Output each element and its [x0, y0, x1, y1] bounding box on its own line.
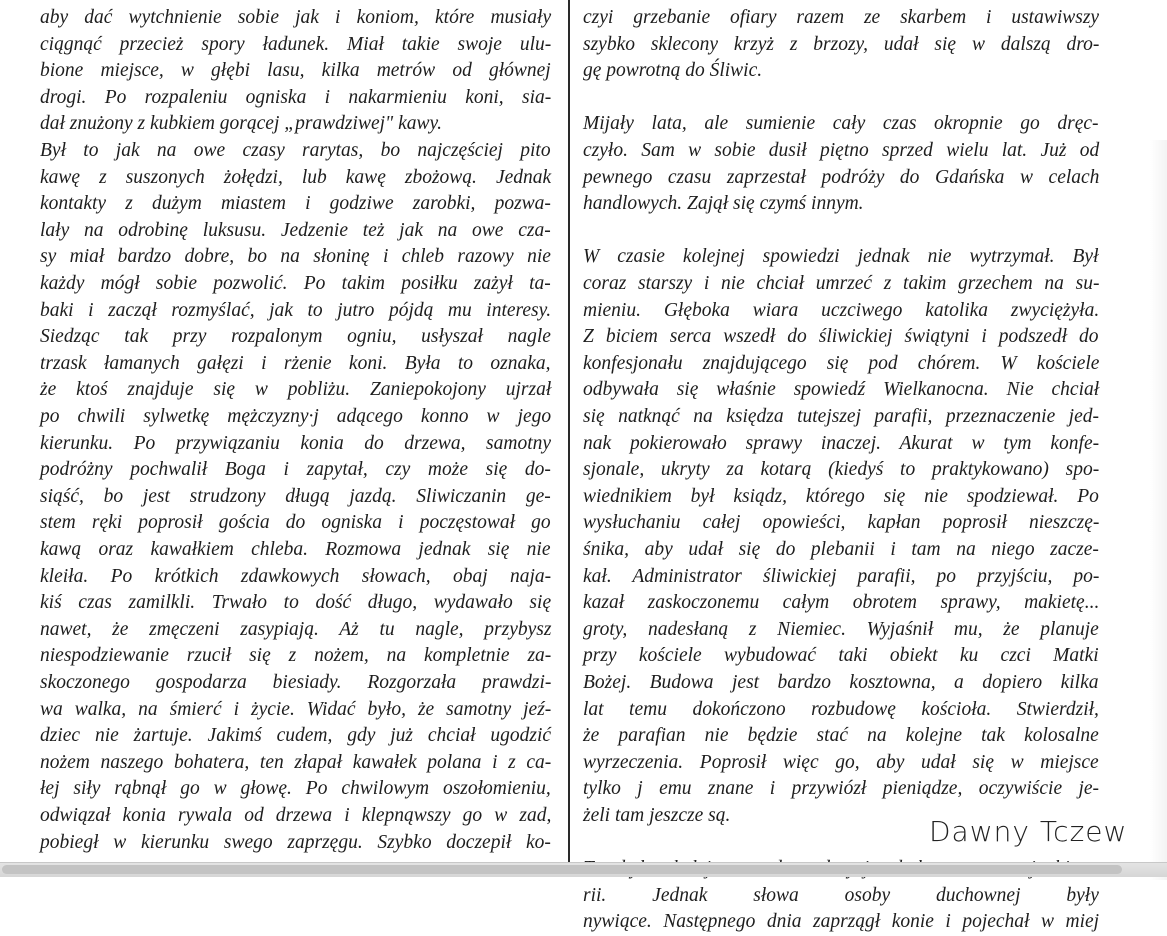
text-line: żeli tam jeszcze są. — [583, 805, 731, 826]
text-line: nywiące. Następnego dnia zaprzągł konie i pojechał w miej — [583, 911, 1100, 933]
text-line: drogi. Po rozpaleniu ogniska i nakarmieniu koni, sia- — [40, 86, 552, 108]
text-line: rii. Jednak słowa osoby duchownej były — [583, 884, 1099, 906]
text-line: kiś czas zamilkli. Trwało to dość długo, wydawało się — [40, 592, 552, 614]
text-line: łej siły rąbnął go w głowę. Po chwilowym oszołomieniu, — [40, 778, 551, 800]
text-line: wiednikiem był ksiądz, którego się nie spodziewał. Po — [583, 485, 1099, 507]
text-line: Był to jak na owe czasy rarytas, bo najczęściej pito — [40, 140, 551, 161]
text-line: skoczonego gospodarza biesiady. Rozgorzała prawdzi- — [40, 672, 552, 693]
column-divider — [568, 0, 570, 862]
text-line: nożem naszego bohatera, ten złapał kawałek polana i z ca- — [40, 751, 552, 773]
text-line: stem ręki poprosił gościa do ogniska i poczęstował go — [40, 512, 551, 534]
text-line: nawet, że zmęczeni zasypiają. Aż tu nagle, przybysz — [40, 618, 552, 640]
horizontal-scrollbar[interactable] — [0, 862, 1167, 877]
text-line: niespodziewanie rzucił się z nożem, na kompletnie za- — [40, 645, 552, 667]
text-line: szybko sklecony krzyż z brzozy, udał się w dalszą dro- — [583, 33, 1100, 55]
text-line: mieniu. Głęboka wiara uczciwego katolika zwyciężyła. — [583, 299, 1100, 321]
text-line: ciągnąć przecież spory ładunek. Miał takie swoje ulu- — [40, 33, 552, 55]
text-line: wa walka, na śmierć i życie. Widać było, że samotny jeź- — [40, 698, 552, 720]
text-line: przy kościele wybudować taki obiekt ku czci Matki — [583, 645, 1099, 667]
text-line: wyrzeczenia. Poprosił więc go, aby udał się w miejsce — [583, 751, 1099, 773]
text-line: gę powrotną do Śliwic. — [583, 60, 763, 82]
text-line: siąść, bo jest strudzony długą jazdą. Sliwiczanin ge- — [40, 485, 551, 507]
text-line: odbywała się właśnie spowiedź Wielkanocna. Nie chciał — [583, 379, 1100, 401]
text-line: podróżny pochwalił Boga i zapytał, czy może się do- — [40, 459, 551, 481]
text-line: śnika, aby udał się do plebanii i tam na niego zacze- — [583, 539, 1099, 560]
text-line: sjonale, ukryty za kotarą (kiedyś to praktykowano) spo- — [583, 459, 1100, 481]
text-line: nak pokierowało sprawy inaczej. Akurat w tym konfe- — [583, 432, 1100, 454]
text-line: że ktoś znajduje się w pobliżu. Zaniepokojony ujrzał — [40, 379, 552, 401]
text-line: handlowych. Zajął się czymś innym. — [583, 193, 864, 215]
text-line: kierunku. Po przywiązaniu konia do drzewa, samotny — [40, 432, 552, 454]
text-line: kontakty z dużym miastem i godziwe zarobki, pozwa- — [40, 193, 551, 215]
text-line: się natknąć na księdza tutejszej parafii, przeznaczenie jed- — [583, 406, 1100, 427]
text-line: trzask łamanych gałęzi i rżenie koni. Była to oznaka, — [40, 352, 551, 374]
text-line: Bożej. Budowa jest bardzo kosztowna, a dopiero kilka — [583, 672, 1099, 693]
text-line: pewnego czasu zaprzestał podróży do Gdańska w celach — [583, 166, 1100, 188]
scrollbar-thumb[interactable] — [2, 865, 1122, 874]
text-line: baki i zaczął rozmyślać, jak to jutro pójdą mu interesy. — [40, 299, 552, 321]
text-line: dał znużony z kubkiem gorącej „prawdziwej" kawy. — [40, 113, 442, 135]
text-line: sy miał bardzo dobre, bo na słoninę i chleb razowy nie — [40, 246, 551, 268]
text-line: kawę z suszonych żołędzi, lub kawę zbożową. Jednak — [40, 166, 552, 188]
text-line: kleiła. Po krótkich zdawkowych słowach, obaj naja- — [40, 565, 552, 587]
text-line: każdy mógł sobie pozwolić. Po takim posiłku zażył ta- — [40, 273, 551, 294]
text-line: coraz starszy i nie chciał umrzeć z takim grzechem na su- — [583, 273, 1100, 294]
text-line: lały na odrobinę luksusu. Jedzenie też jak na owe cza- — [40, 219, 551, 241]
text-line: po chwili sylwetkę mężczyzny·j adącego konno w jego — [40, 406, 552, 427]
text-line: dziec nie żartuje. Jakimś cudem, gdy już chciał ugodzić — [40, 725, 552, 747]
text-line: czyło. Sam w sobie dusił piętno sprzed wielu lat. Już od — [583, 140, 1100, 161]
text-line: czyi grzebanie ofiary razem ze skarbem i ustawiwszy — [583, 7, 1100, 28]
text-line: Z biciem serca wszedł do śliwickiej świątyni i podszedł do — [583, 326, 1099, 348]
text-line: kał. Administrator śliwickiej parafii, po przyjściu, po- — [583, 565, 1100, 587]
text-line: aby dać wytchnienie sobie jak i koniom, które musiały — [40, 7, 552, 28]
text-line: W czasie kolejnej spowiedzi jednak nie wytrzymał. Był — [583, 246, 1099, 268]
text-line: kazał zaskoczonemu całym obrotem sprawy, makietę... — [583, 592, 1100, 614]
text-line: kawą oraz kawałkiem chleba. Rozmowa jednak się nie — [40, 539, 551, 560]
text-line: Mijały lata, ale sumienie cały czas okropnie go dręc- — [583, 113, 1099, 135]
text-line: Siedząc tak przy rozpalonym ogniu, usłyszał nagle — [40, 326, 551, 348]
text-line: bione miejsce, w głębi lasu, kilka metrów od głównej — [40, 60, 551, 82]
text-line: konfesjonału znajdującego się pod chórem. W kościele — [583, 352, 1100, 374]
page-edge-shading — [1150, 140, 1167, 880]
text-line: groty, nadesłaną z Niemiec. Wyjaśnił mu, że planuje — [583, 618, 1099, 640]
text-line: pobiegł w kierunku swego zaprzęgu. Szybko doczepił ko- — [40, 831, 551, 853]
text-line: wysłuchaniu całej opowieści, kapłan poprosił nieszczę- — [583, 512, 1100, 534]
text-line: odwiązał konia rywala od drzewa i klepnąwszy go w zad, — [40, 805, 552, 826]
text-line: tylko j emu znane i przywiózł pieniądze, oczywiście je- — [583, 778, 1100, 800]
text-line: że parafian nie będzie stać na kolejne tak kolosalne — [583, 725, 1099, 747]
watermark-text: Dawny Tczew — [929, 815, 1128, 848]
text-line: lat temu dokończono rozbudowę kościoła. Stwierdził, — [583, 698, 1099, 720]
